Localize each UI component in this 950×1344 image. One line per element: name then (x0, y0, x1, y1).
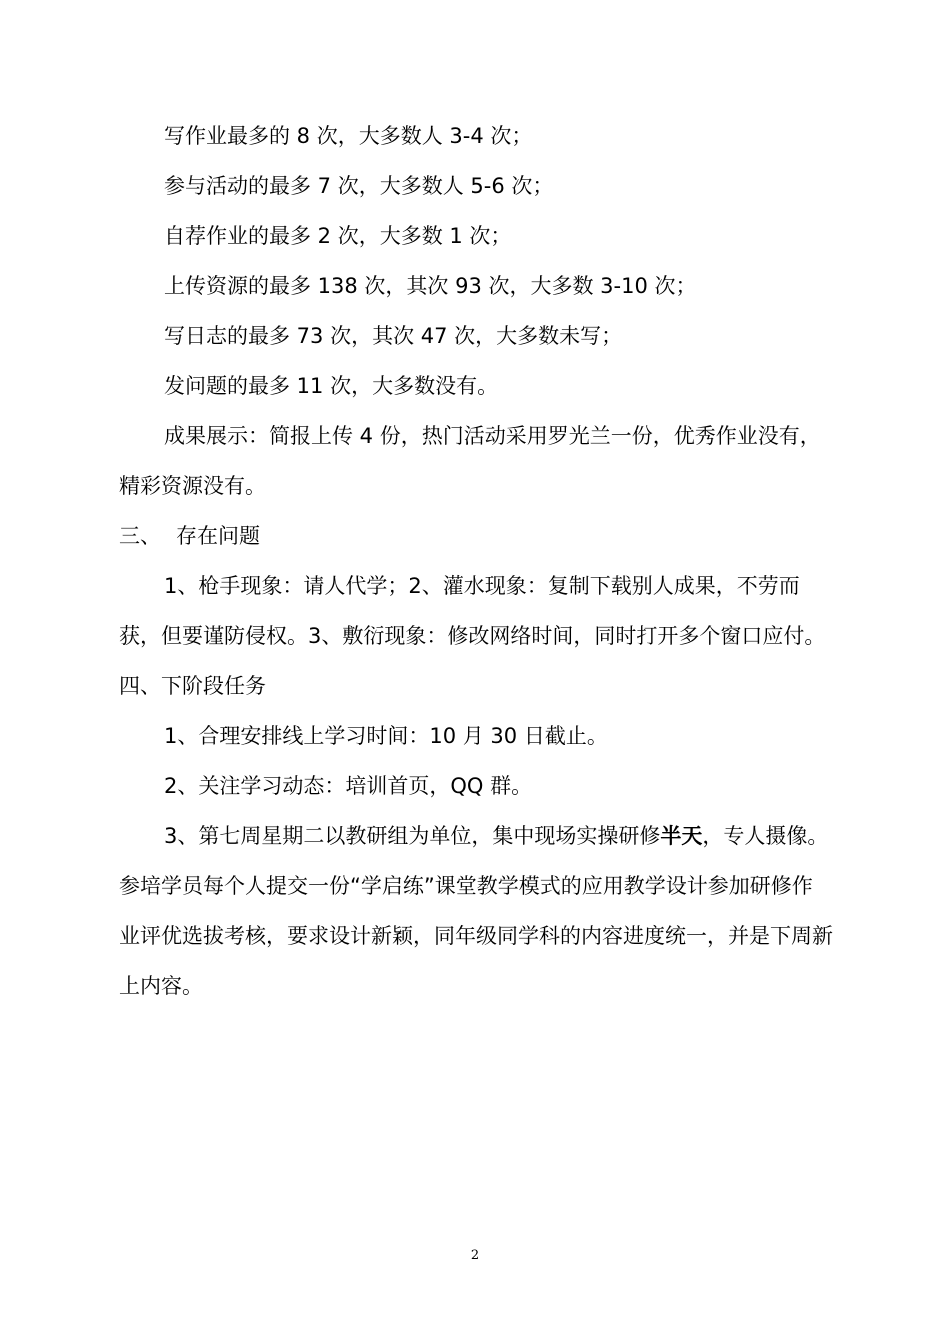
document-body (119, 111, 833, 1011)
paragraph-problems: 1、枪手现象：请人代学；2、灌水现象：复制下载别人成果，不劳而获，但要谨防侵权。3、敷衍现象：修改网络时间，同时打开多个窗口应付。 (119, 574, 826, 648)
task-item-1: 1、合理安排线上学习时间：10 月 30 日截止。 (164, 724, 608, 748)
page-number: 2 (470, 1248, 480, 1263)
section-number: 三、 (119, 524, 161, 548)
section-title: 存在问题 (176, 524, 260, 548)
task-item-2: 2、关注学习动态：培训首页，QQ 群。 (164, 774, 533, 798)
paragraph-journal: 写日志的最多 73 次，其次 47 次，大多数未写； (164, 324, 623, 348)
paragraph-results: 成果展示：简报上传 4 份，热门活动采用罗光兰一份，优秀作业没有，精彩资源没有。 (119, 424, 821, 498)
task-item-3-emphasis: 半天 (660, 824, 703, 848)
section-heading-next-tasks: 四、下阶段任务 (119, 674, 266, 698)
paragraph-upload: 上传资源的最多 138 次，其次 93 次，大多数 3-10 次； (164, 274, 697, 298)
paragraph-homework: 写作业最多的 8 次，大多数人 3-4 次； (164, 124, 533, 148)
task-item-3 (119, 811, 833, 1011)
task-item-3-text-end: ，专人摄像。参培学员每个人提交一份“学启练”课堂教学模式的应用教学设计参加研修作业评优选拔考核，要求设计新颖，同年级同学科的内容进度统一，并是下周新上内容。 (119, 824, 833, 998)
paragraph-activity: 参与活动的最多 7 次，大多数人 5-6 次； (164, 174, 554, 198)
paragraph-recommend: 自荐作业的最多 2 次，大多数 1 次； (164, 224, 512, 248)
paragraph-questions: 发问题的最多 11 次，大多数没有。 (164, 374, 499, 398)
task-item-3-text-start: 3、第七周星期二以教研组为单位，集中现场实操研修 (164, 824, 661, 848)
section-heading-problems (119, 511, 833, 561)
